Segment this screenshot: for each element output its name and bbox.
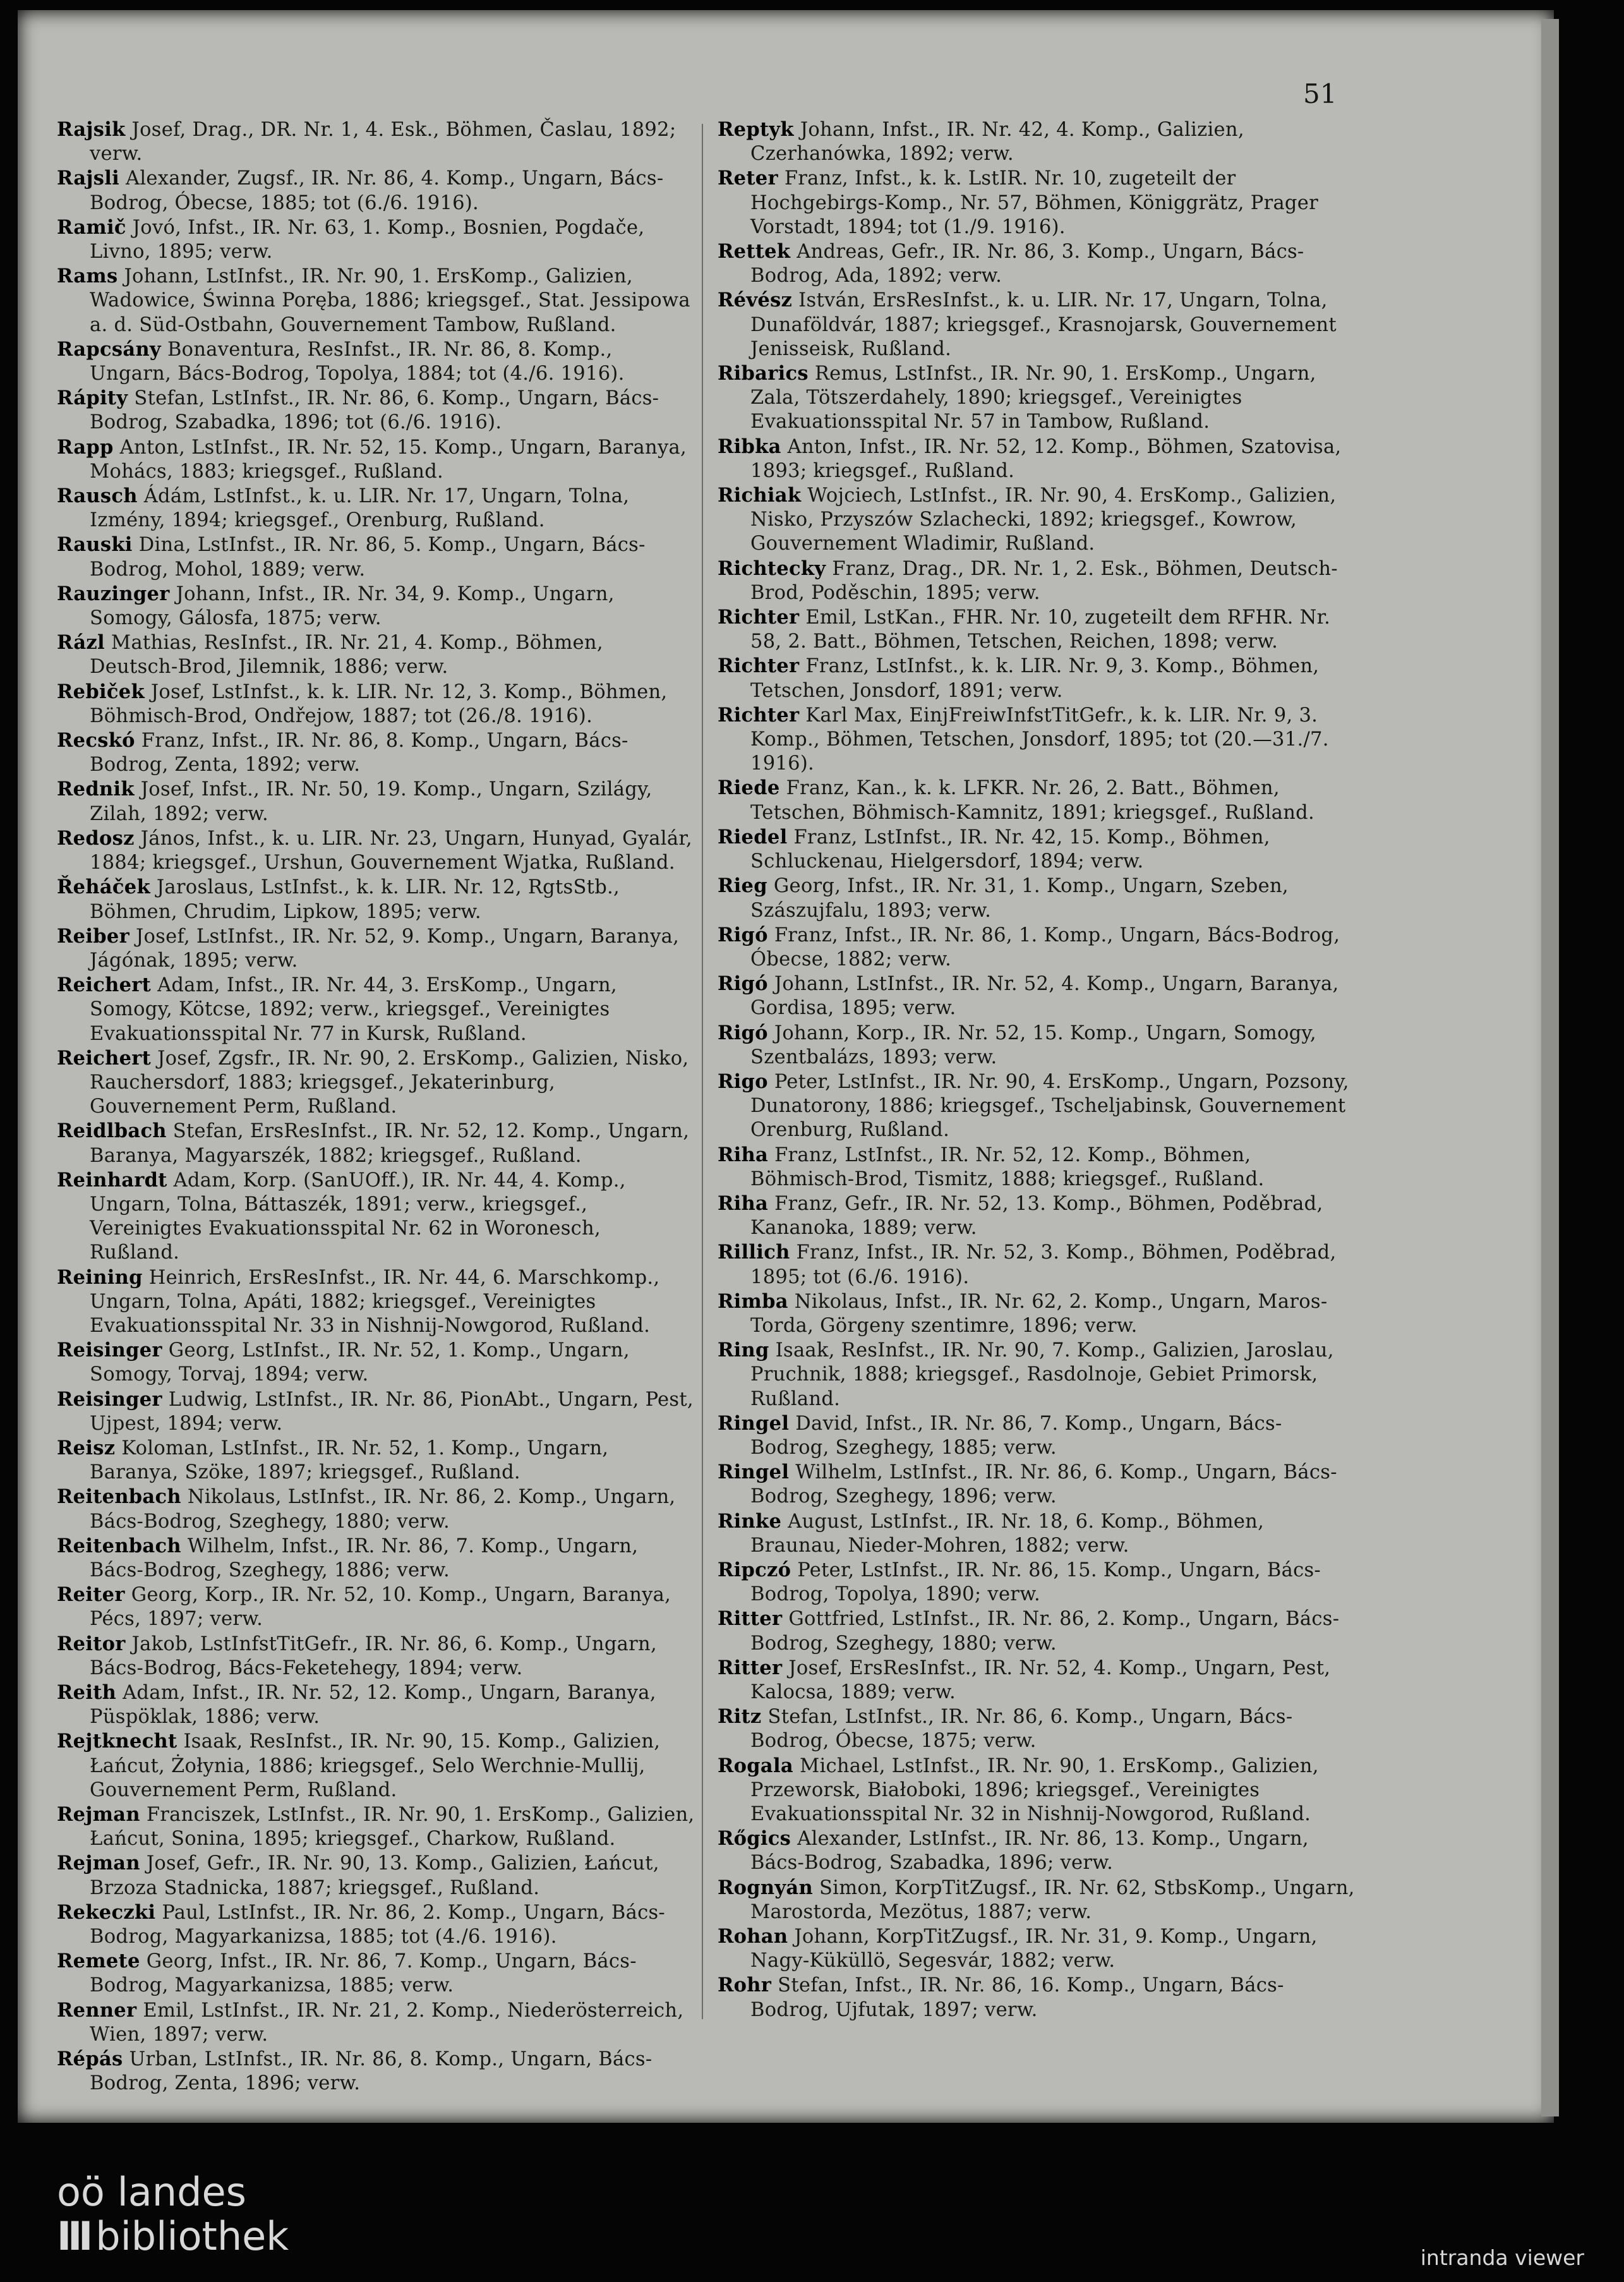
entry-surname: Reith — [57, 1681, 117, 1704]
register-entry — [718, 1924, 1356, 1973]
entry-details: Franz, Infst., IR. Nr. 86, 1. Komp., Ungarn, Bács-Bodrog, Óbecse, 1882; verw. — [750, 924, 1340, 970]
entry-details: Anton, Infst., IR. Nr. 52, 12. Komp., Böhmen, Szatovisa, 1893; kriegsgef., Rußland. — [750, 435, 1342, 482]
register-entry — [718, 1607, 1356, 1655]
entry-details: Johann, Infst., IR. Nr. 34, 9. Komp., Ungarn, Somogy, Gálosfa, 1875; verw. — [90, 583, 615, 630]
register-entry — [718, 1826, 1356, 1875]
entry-surname: Reinhardt — [57, 1168, 167, 1192]
entry-surname: Reisinger — [57, 1387, 162, 1411]
entry-surname: Ribka — [718, 435, 781, 458]
register-entry — [718, 1876, 1356, 1924]
register-entry — [57, 166, 695, 215]
viewer-label: intranda viewer — [1420, 2245, 1584, 2270]
register-entry — [718, 557, 1356, 605]
register-entry — [57, 1949, 695, 1998]
column-divider — [702, 124, 703, 2019]
register-entry — [718, 1021, 1356, 1070]
entry-details: Franz, LstInfst., k. k. LIR. Nr. 9, 3. Komp., Böhmen, Tetschen, Jonsdorf, 1891; verw. — [750, 655, 1320, 702]
entry-surname: Richter — [718, 703, 800, 727]
register-entry — [718, 1338, 1356, 1411]
entry-surname: Rams — [57, 265, 118, 288]
entry-surname: Ramič — [57, 215, 126, 239]
scanned-page — [18, 10, 1554, 2123]
register-entry — [718, 972, 1356, 1020]
entry-details: Franz, LstInfst., IR. Nr. 52, 12. Komp., Böhmen, Böhmisch-Brod, Tismitz, 1888; kriegsgef., Rußland. — [750, 1144, 1265, 1190]
register-entry — [57, 875, 695, 924]
entry-details: Franciszek, LstInfst., IR. Nr. 90, 1. ErsKomp., Galizien, Łańcut, Sonina, 1895; kriegsgef., Charkow, Rußland. — [90, 1804, 695, 1850]
entry-surname: Rapcsány — [57, 337, 161, 361]
entry-surname: Riha — [718, 1192, 769, 1215]
entry-details: Jovó, Infst., IR. Nr. 63, 1. Komp., Bosnien, Pogdače, Livno, 1895; verw. — [90, 216, 645, 263]
entry-details: David, Infst., IR. Nr. 86, 7. Komp., Ungarn, Bács-Bodrog, Szeghegy, 1885; verw. — [750, 1412, 1282, 1459]
register-entry — [718, 435, 1356, 483]
right-column — [718, 118, 1356, 2022]
entry-surname: Ring — [718, 1339, 769, 1362]
entry-surname: Rohan — [718, 1925, 788, 1948]
register-entry — [718, 1289, 1356, 1338]
register-entry — [57, 1338, 695, 1387]
entry-surname: Reisz — [57, 1436, 116, 1459]
register-entry — [57, 631, 695, 679]
entry-details: Franz, Drag., DR. Nr. 1, 2. Esk., Böhmen, Deutsch-Brod, Poděschin, 1895; verw. — [750, 557, 1338, 604]
register-entry — [57, 435, 695, 484]
entry-details: Andreas, Gefr., IR. Nr. 86, 3. Komp., Ungarn, Bács-Bodrog, Ada, 1892; verw. — [750, 241, 1304, 287]
entry-surname: Rausch — [57, 485, 138, 508]
entry-surname: Reiter — [57, 1583, 125, 1607]
entry-details: Emil, LstInfst., IR. Nr. 21, 2. Komp., Niederösterreich, Wien, 1897; verw. — [90, 1999, 684, 2046]
entry-surname: Ritter — [718, 1607, 783, 1631]
entry-details: Jakob, LstInfstTitGefr., IR. Nr. 86, 6. Komp., Ungarn, Bács-Bodrog, Bács-Feketehegy, 1894; verw. — [90, 1633, 657, 1679]
register-entry — [718, 825, 1356, 874]
entry-details: Johann, Korp., IR. Nr. 52, 15. Komp., Ungarn, Somogy, Szentbalázs, 1893; verw. — [750, 1022, 1316, 1068]
entry-surname: Rohr — [718, 1974, 772, 1997]
entry-details: Georg, Infst., IR. Nr. 86, 7. Komp., Ungarn, Bács-Bodrog, Magyarkanizsa, 1885; verw. — [90, 1950, 637, 1997]
entry-surname: Ripczó — [718, 1558, 791, 1581]
entry-surname: Reitenbach — [57, 1534, 181, 1557]
library-logo — [57, 2170, 289, 2259]
entry-details: Adam, Infst., IR. Nr. 44, 3. ErsKomp., Ungarn, Somogy, Kötcse, 1892; verw., kriegsgef., Vereinigtes Evakuationsspital Nr. 77 in Kursk, Rußland. — [90, 974, 617, 1045]
page-edge — [1541, 19, 1559, 2116]
register-entry — [57, 1632, 695, 1681]
register-entry — [718, 166, 1356, 239]
entry-details: Nikolaus, LstInfst., IR. Nr. 86, 2. Komp., Ungarn, Bács-Bodrog, Szeghegy, 1880; verw. — [90, 1486, 676, 1533]
entry-surname: Reiber — [57, 924, 129, 948]
entry-details: Isaak, ResInfst., IR. Nr. 90, 7. Komp., Galizien, Jaroslau, Pruchnik, 1888; kriegsgef., Rasdolnoje, Gebiet Primorsk, Rußland. — [750, 1339, 1334, 1410]
entry-surname: Riha — [718, 1143, 769, 1166]
entry-surname: Richter — [718, 655, 800, 678]
register-entry — [57, 1436, 695, 1485]
register-entry — [718, 1070, 1356, 1143]
register-entry — [718, 1143, 1356, 1192]
entry-details: Bonaventura, ResInfst., IR. Nr. 86, 8. Komp., Ungarn, Bács-Bodrog, Topolya, 1884; tot (4./6. 1916). — [90, 338, 625, 385]
entry-details: Michael, LstInfst., IR. Nr. 90, 1. ErsKomp., Galizien, Przeworsk, Białoboki, 1896; kriegsgef., Vereinigtes Evakuationsspital Nr. 32 in Nishnij-Nowgorod, Rußland. — [750, 1754, 1319, 1826]
entry-surname: Reter — [718, 167, 778, 190]
entry-details: Anton, LstInfst., IR. Nr. 52, 15. Komp., Ungarn, Baranya, Mohács, 1883; kriegsgef., Rußland. — [90, 436, 687, 483]
register-entry — [57, 1119, 695, 1168]
entry-details: Urban, LstInfst., IR. Nr. 86, 8. Komp., Ungarn, Bács-Bodrog, Zenta, 1896; verw. — [90, 2048, 653, 2095]
entry-details: Heinrich, ErsResInfst., IR. Nr. 44, 6. Marschkomp., Ungarn, Tolna, Apáti, 1882; kriegsgef., Vereinigtes Evakuationsspital Nr. 33 in Nishnij-Nowgorod, Rußland. — [90, 1266, 660, 1337]
register-entry — [57, 2047, 695, 2096]
register-entry — [718, 1973, 1356, 2022]
register-entry — [718, 703, 1356, 776]
entry-surname: Rajsik — [57, 118, 126, 141]
entry-details: Johann, KorpTitZugsf., IR. Nr. 31, 9. Komp., Ungarn, Nagy-Küküllö, Segesvár, 1882; verw. — [750, 1926, 1318, 1972]
entry-details: Mathias, ResInfst., IR. Nr. 21, 4. Komp., Böhmen, Deutsch-Brod, Jilemnik, 1886; verw. — [90, 632, 603, 679]
entry-details: Wojciech, LstInfst., IR. Nr. 90, 4. ErsKomp., Galizien, Nisko, Przyszów Szlachecki, 1892; kriegsgef., Kowrow, Gouvernement Wladimir, Rußland. — [750, 485, 1337, 555]
register-entry — [718, 361, 1356, 435]
register-entry — [57, 1534, 695, 1583]
entry-surname: Rednik — [57, 778, 135, 801]
entry-details: Johann, LstInfst., IR. Nr. 90, 1. ErsKomp., Galizien, Wadowice, Świnna Poręba, 1886; kriegsgef., Stat. Jessipowa a. d. Süd-Ostbahn, Gouvernement Tambow, Rußland. — [90, 265, 690, 336]
entry-details: Franz, Infst., k. k. LstIR. Nr. 10, zugeteilt der Hochgebirgs-Komp., Nr. 57, Böhmen, Königgrätz, Prager Vorstadt, 1894; tot (1./9. 1916). — [750, 167, 1318, 238]
entry-details: Johann, Infst., IR. Nr. 42, 4. Komp., Galizien, Czerhanówka, 1892; verw. — [750, 119, 1244, 166]
register-entry — [718, 776, 1356, 824]
entry-surname: Ritter — [718, 1656, 783, 1679]
entry-details: Stefan, ErsResInfst., IR. Nr. 52, 12. Komp., Ungarn, Baranya, Magyarszék, 1882; kriegsgef., Rußland. — [90, 1120, 690, 1167]
entry-surname: Rieg — [718, 874, 767, 898]
register-entry — [718, 1705, 1356, 1753]
register-entry — [718, 1558, 1356, 1607]
register-entry — [57, 1387, 695, 1436]
register-entry — [57, 1168, 695, 1265]
register-entry — [57, 582, 695, 631]
register-entry — [57, 1851, 695, 1900]
entry-details: Josef, Zgsfr., IR. Nr. 90, 2. ErsKomp., Galizien, Nisko, Rauchersdorf, 1883; kriegsgef., Jekaterinburg, Gouvernement Perm, Rußland. — [90, 1047, 689, 1118]
register-entry — [718, 1192, 1356, 1240]
entry-details: Karl Max, EinjFreiwInfstTitGefr., k. k. LIR. Nr. 9, 3. Komp., Böhmen, Tetschen, Jonsdorf, 1895; tot (20.—31./7. 1916). — [750, 704, 1329, 775]
register-entry — [57, 1729, 695, 1802]
register-entry — [57, 386, 695, 435]
entry-details: Josef, LstInfst., IR. Nr. 52, 9. Komp., Ungarn, Baranya, Jágónak, 1895; verw. — [90, 925, 680, 972]
entry-surname: Rejman — [57, 1803, 140, 1826]
entry-details: Franz, Kan., k. k. LFKR. Nr. 26, 2. Batt., Böhmen, Tetschen, Böhmisch-Kamnitz, 1891; kriegsgef., Rußland. — [750, 777, 1314, 824]
register-entry — [718, 239, 1356, 288]
entry-surname: Reichert — [57, 974, 152, 997]
register-entry — [718, 1509, 1356, 1558]
entry-surname: Recskó — [57, 729, 135, 752]
entry-details: Johann, LstInfst., IR. Nr. 52, 4. Komp., Ungarn, Baranya, Gordisa, 1895; verw. — [750, 973, 1339, 1020]
entry-surname: Reichert — [57, 1046, 152, 1070]
register-entry — [718, 288, 1356, 361]
register-entry — [57, 118, 695, 166]
register-entry — [57, 924, 695, 973]
entry-surname: Rognyán — [718, 1876, 813, 1899]
register-entry — [718, 118, 1356, 166]
register-entry — [57, 1265, 695, 1339]
entry-surname: Riedel — [718, 825, 788, 848]
register-entry — [718, 483, 1356, 557]
entry-surname: Rázl — [57, 631, 105, 655]
entry-details: Georg, Korp., IR. Nr. 52, 10. Komp., Ungarn, Baranya, Pécs, 1897; verw. — [90, 1584, 671, 1631]
register-entry — [57, 533, 695, 581]
entry-details: Jaroslaus, LstInfst., k. k. LIR. Nr. 12, RgtsStb., Böhmen, Chrudim, Lipkow, 1895; verw. — [90, 876, 620, 923]
register-entry — [57, 215, 695, 264]
entry-surname: Reining — [57, 1265, 143, 1289]
entry-surname: Ringel — [718, 1411, 790, 1435]
entry-surname: Rekeczki — [57, 1900, 156, 1924]
entry-details: Josef, LstInfst., k. k. LIR. Nr. 12, 3. Komp., Böhmen, Böhmisch-Brod, Ondřejow, 1887; tot (26./8. 1916). — [90, 680, 668, 727]
register-entry — [57, 337, 695, 386]
register-entry — [718, 1656, 1356, 1705]
register-entry — [718, 1240, 1356, 1289]
entry-surname: Rigó — [718, 972, 768, 996]
entry-details: Franz, Infst., IR. Nr. 86, 8. Komp., Ungarn, Bács-Bodrog, Zenta, 1892; verw. — [90, 730, 629, 776]
left-column — [57, 118, 695, 2096]
register-entry — [57, 973, 695, 1046]
entry-surname: Révész — [718, 289, 793, 312]
entry-surname: Rauzinger — [57, 582, 170, 605]
register-entry — [57, 1900, 695, 1949]
entry-surname: Ringel — [718, 1461, 790, 1484]
entry-details: Stefan, Infst., IR. Nr. 86, 16. Komp., Ungarn, Bács-Bodrog, Ujfutak, 1897; verw. — [750, 1974, 1284, 2021]
entry-surname: Richter — [718, 606, 800, 629]
entry-surname: Rebiček — [57, 680, 145, 703]
entry-surname: Richiak — [718, 484, 802, 507]
entry-details: Josef, ErsResInfst., IR. Nr. 52, 4. Komp., Ungarn, Pest, Kalocsa, 1889; verw. — [750, 1657, 1331, 1703]
entry-details: Ádám, LstInfst., k. u. LIR. Nr. 17, Ungarn, Tolna, Izmény, 1894; kriegsgef., Orenburg, Rußland. — [90, 485, 630, 532]
register-entry — [718, 1460, 1356, 1509]
register-entry — [57, 826, 695, 875]
entry-details: Georg, Infst., IR. Nr. 31, 1. Komp., Ungarn, Szeben, Szászujfalu, 1893; verw. — [750, 875, 1289, 922]
entry-surname: Ribarics — [718, 362, 809, 385]
entry-surname: Rauski — [57, 533, 133, 557]
entry-surname: Reitenbach — [57, 1485, 181, 1509]
entry-details: Alexander, LstInfst., IR. Nr. 86, 13. Komp., Ungarn, Bács-Bodrog, Szabadka, 1896; verw. — [750, 1828, 1309, 1874]
entry-details: Stefan, LstInfst., IR. Nr. 86, 6. Komp., Ungarn, Bács-Bodrog, Óbecse, 1875; verw. — [750, 1706, 1293, 1753]
entry-details: Nikolaus, Infst., IR. Nr. 62, 2. Komp., Ungarn, Maros-Torda, Görgeny szentimre, 1896; verw. — [750, 1290, 1328, 1337]
entry-details: August, LstInfst., IR. Nr. 18, 6. Komp., Böhmen, Braunau, Nieder-Mohren, 1882; verw. — [750, 1510, 1265, 1557]
entry-details: Wilhelm, LstInfst., IR. Nr. 86, 6. Komp., Ungarn, Bács-Bodrog, Szeghegy, 1896; verw. — [750, 1461, 1337, 1508]
entry-surname: Rejman — [57, 1852, 140, 1875]
entry-surname: Remete — [57, 1950, 140, 1973]
entry-surname: Rajsli — [57, 167, 119, 190]
entry-details: Josef, Infst., IR. Nr. 50, 19. Komp., Ungarn, Szilágy, Zilah, 1892; verw. — [90, 778, 653, 825]
entry-details: Josef, Gefr., IR. Nr. 90, 13. Komp., Galizien, Łańcut, Brzoza Stadnicka, 1887; kriegsgef., Rußland. — [90, 1852, 659, 1899]
entry-surname: Ritz — [718, 1705, 762, 1729]
register-entry — [718, 605, 1356, 654]
register-entry — [718, 1411, 1356, 1460]
entry-surname: Řeháček — [57, 876, 150, 899]
register-entry — [718, 923, 1356, 972]
entry-surname: Rillich — [718, 1241, 790, 1264]
entry-details: János, Infst., k. u. LIR. Nr. 23, Ungarn, Hunyad, Gyalár, 1884; kriegsgef., Urshun, Gouvernement Wjatka, Rußland. — [90, 827, 692, 874]
logo-line-2: bibliothek — [95, 2213, 289, 2259]
register-entry — [57, 728, 695, 777]
register-entry — [57, 264, 695, 337]
entry-details: Gottfried, LstInfst., IR. Nr. 86, 2. Komp., Ungarn, Bács-Bodrog, Szeghegy, 1880; verw. — [750, 1608, 1340, 1655]
register-entry — [57, 1998, 695, 2047]
register-entry — [57, 1802, 695, 1851]
entry-surname: Rigo — [718, 1070, 768, 1093]
register-entry — [718, 1754, 1356, 1827]
entry-details: Wilhelm, Infst., IR. Nr. 86, 7. Komp., Ungarn, Bács-Bodrog, Szeghegy, 1886; verw. — [90, 1535, 639, 1581]
entry-details: Josef, Drag., DR. Nr. 1, 4. Esk., Böhmen, Časlau, 1892; verw. — [90, 119, 677, 166]
register-entry — [57, 1681, 695, 1729]
logo-line-1: oö landes — [57, 2169, 246, 2215]
entry-surname: Reidlbach — [57, 1120, 167, 1143]
entry-details: Adam, Infst., IR. Nr. 52, 12. Komp., Ungarn, Baranya, Püspöklak, 1886; verw. — [90, 1682, 656, 1729]
entry-details: Isaak, ResInfst., IR. Nr. 90, 15. Komp., Galizien, Łańcut, Żołynia, 1886; kriegsgef., Selo Werchnie-Mullij, Gouvernement Perm, Rußland. — [90, 1730, 661, 1801]
entry-surname: Rigó — [718, 1021, 768, 1044]
entry-surname: Renner — [57, 1998, 137, 2022]
entry-surname: Rigó — [718, 923, 768, 946]
entry-surname: Rejtknecht — [57, 1730, 177, 1753]
entry-details: Simon, KorpTitZugsf., IR. Nr. 62, StbsKomp., Ungarn, Marostorda, Mezötus, 1887; verw. — [750, 1876, 1355, 1923]
entry-details: Alexander, Zugsf., IR. Nr. 86, 4. Komp., Ungarn, Bács-Bodrog, Óbecse, 1885; tot (6./6. 1916). — [90, 167, 664, 214]
entry-details: Stefan, LstInfst., IR. Nr. 86, 6. Komp., Ungarn, Bács-Bodrog, Szabadka, 1896; tot (6./6. 1916). — [90, 387, 659, 434]
entry-surname: Richtecky — [718, 557, 826, 580]
entry-surname: Rogala — [718, 1754, 793, 1777]
entry-details: Georg, LstInfst., IR. Nr. 52, 1. Komp., Ungarn, Somogy, Torvaj, 1894; verw. — [90, 1339, 630, 1386]
register-entry — [57, 680, 695, 728]
entry-surname: Rettek — [718, 240, 791, 263]
register-entry — [57, 484, 695, 533]
entry-details: Paul, LstInfst., IR. Nr. 86, 2. Komp., Ungarn, Bács-Bodrog, Magyarkanizsa, 1885; tot (4./6. 1916). — [90, 1901, 666, 1948]
entry-details: Koloman, LstInfst., IR. Nr. 52, 1. Komp., Ungarn, Baranya, Szöke, 1897; kriegsgef., Rußland. — [90, 1437, 609, 1484]
entry-details: Franz, Gefr., IR. Nr. 52, 13. Komp., Böhmen, Poděbrad, Kananoka, 1889; verw. — [750, 1192, 1323, 1240]
entry-surname: Riede — [718, 776, 780, 800]
page-number: 51 — [1303, 78, 1337, 109]
entry-details: Ludwig, LstInfst., IR. Nr. 86, PionAbt., Ungarn, Pest, Ujpest, 1894; verw. — [90, 1388, 694, 1435]
entry-details: Dina, LstInfst., IR. Nr. 86, 5. Komp., Ungarn, Bács-Bodrog, Mohol, 1889; verw. — [90, 534, 646, 581]
entry-surname: Rapp — [57, 435, 114, 459]
entry-surname: Rinke — [718, 1509, 782, 1533]
register-entry — [57, 1046, 695, 1120]
entry-surname: Répás — [57, 2048, 123, 2071]
entry-surname: Reisinger — [57, 1339, 162, 1362]
register-entry — [718, 874, 1356, 922]
entry-surname: Reitor — [57, 1632, 126, 1655]
entry-surname: Rőgics — [718, 1827, 791, 1850]
entry-surname: Rápity — [57, 387, 128, 410]
register-entry — [57, 1485, 695, 1533]
register-entry — [57, 1583, 695, 1631]
entry-details: Peter, LstInfst., IR. Nr. 86, 15. Komp., Ungarn, Bács-Bodrog, Topolya, 1890; verw. — [750, 1559, 1321, 1606]
entry-surname: Redosz — [57, 826, 135, 850]
entry-details: Franz, LstInfst., IR. Nr. 42, 15. Komp., Böhmen, Schluckenau, Hielgersdorf, 1894; verw. — [750, 826, 1270, 873]
entry-details: Remus, LstInfst., IR. Nr. 90, 1. ErsKomp., Ungarn, Zala, Tötszerdahely, 1890; kriegsgef., Vereinigtes Evakuationsspital Nr. 57 in Tambow, Rußland. — [750, 363, 1316, 433]
entry-details: Adam, Korp. (SanUOff.), IR. Nr. 44, 4. Komp., Ungarn, Tolna, Báttaszék, 1891; verw., kriegsgef., Vereinigtes Evakuationsspital Nr. 62 in Woronesch, Rußland. — [90, 1169, 626, 1264]
logo-bars: III — [57, 2213, 90, 2259]
entry-details: Peter, LstInfst., IR. Nr. 90, 4. ErsKomp., Ungarn, Pozsony, Dunatorony, 1886; kriegsgef., Tscheljabinsk, Gouvernement Orenburg, Rußland. — [750, 1070, 1349, 1142]
entry-details: István, ErsResInfst., k. u. LIR. Nr. 17, Ungarn, Tolna, Dunaföldvár, 1887; kriegsgef., Krasnojarsk, Gouvernement Jenisseisk, Rußland. — [750, 289, 1337, 360]
entry-surname: Reptyk — [718, 118, 794, 141]
register-entry — [57, 777, 695, 826]
entry-details: Emil, LstKan., FHR. Nr. 10, zugeteilt dem RFHR. Nr. 58, 2. Batt., Böhmen, Tetschen, Reichen, 1898; verw. — [750, 607, 1331, 653]
entry-surname: Rimba — [718, 1289, 788, 1313]
entry-details: Franz, Infst., IR. Nr. 52, 3. Komp., Böhmen, Poděbrad, 1895; tot (6./6. 1916). — [750, 1241, 1337, 1288]
register-entry — [718, 654, 1356, 703]
